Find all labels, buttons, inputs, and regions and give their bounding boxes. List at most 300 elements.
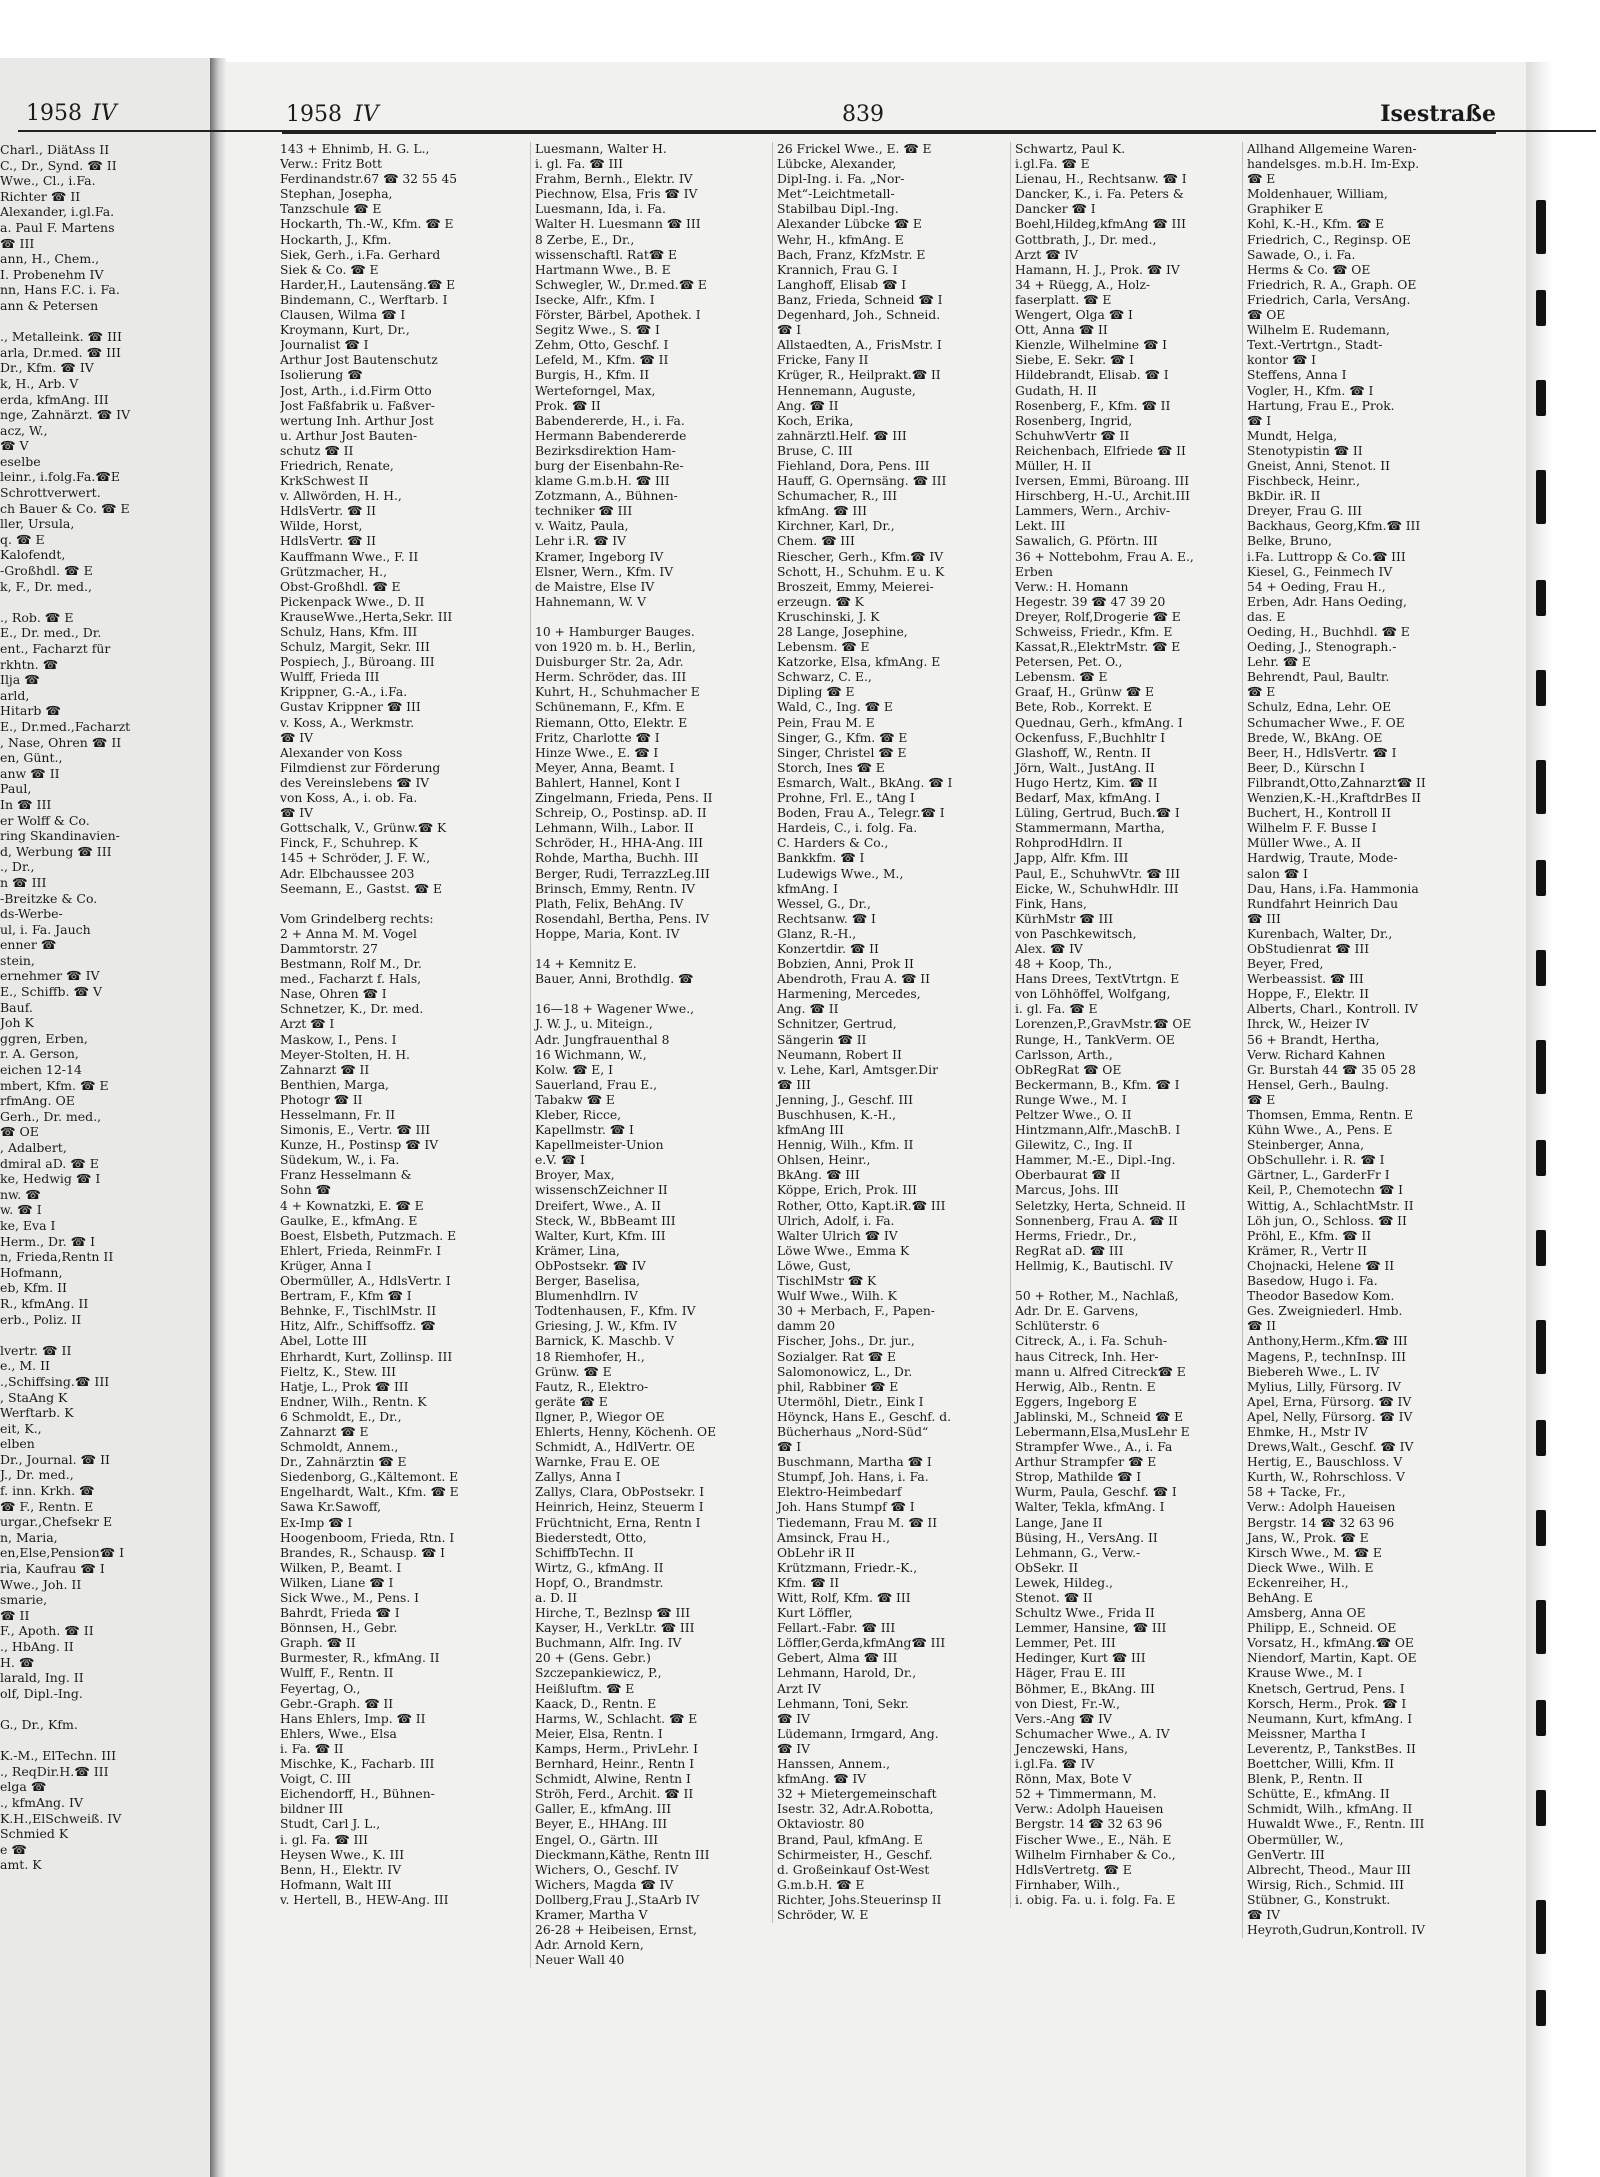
directory-entry-line: Schmoldt, Annem., [280,1440,399,1455]
directory-entry-line: Obermüller, W., [1247,1832,1344,1847]
directory-entry-line: Adr. Elbchaussee 203 [280,866,415,881]
directory-entry-line: Piechnow, Elsa, Fris ☎ IV [535,187,698,202]
directory-entry-line: Lewek, Hildeg., [1015,1575,1113,1590]
directory-entry-line: Franz Hesselmann & [280,1168,412,1183]
thumb-index-mark [1536,1420,1546,1456]
directory-entry-line: Japp, Alfr. Kfm. III [1015,851,1129,866]
left-page-line: ☎ OE [0,1124,39,1140]
directory-entry-line: Broszeit, Emmy, Meierei- [777,579,934,594]
left-page-line: K.-M., ElTechn. III [0,1748,117,1764]
directory-entry-line: Vorsatz, H., kfmAng.☎ OE [1247,1636,1414,1651]
directory-entry-line: SchiffbTechn. II [535,1545,634,1560]
directory-entry-line: Rundfahrt Heinrich Dau [1247,896,1398,911]
directory-entry-line: 16—18 + Wagener Wwe., [535,1002,695,1017]
directory-entry-line: Lebensm. ☎ E [777,640,870,655]
directory-entry-line: Petersen, Pet. O., [1015,655,1123,670]
directory-entry-line: Gebr.-Graph. ☎ II [280,1696,394,1711]
directory-entry-line: Bauer, Anni, Brothdlg. ☎ [535,972,694,987]
directory-entry-line: Bertram, F., Kfm ☎ I [280,1289,412,1304]
directory-entry-line: von Löhhöffel, Wolfgang, [1015,987,1171,1002]
directory-entry-line: 34 + Rüegg, A., Holz- [1015,277,1151,292]
directory-entry-line: 6 Schmoldt, E., Dr., [280,1409,402,1424]
directory-entry-line: Boest, Elsbeth, Putzmach. E [280,1228,457,1243]
left-page-line: anw ☎ II [0,765,60,781]
directory-entry-line: Lehmann, Harold, Dr., [777,1666,917,1681]
directory-entry-line: Firnhaber, Wilh., [1015,1877,1121,1892]
directory-entry-line: Segitz Wwe., S. ☎ I [535,323,660,338]
directory-entry-line: Krämer, Lina, [535,1243,620,1258]
directory-entry-line: Luesmann, Walter H. [535,142,667,156]
directory-entry-line: Ehlerts, Henny, Köchenh. OE [535,1424,717,1439]
directory-entry-line: Steffens, Anna I [1247,368,1347,383]
thumb-index-mark [1536,670,1546,706]
directory-entry-line: ☎ I [1247,413,1272,428]
left-page-line: Joh K [0,1015,34,1031]
directory-entry-line: Steinberger, Anna, [1247,1138,1364,1153]
left-page-line: rkhtn. ☎ [0,656,59,672]
directory-entry-line: Kapellmeister-Union [535,1138,664,1153]
directory-entry-line: Ott, Anna ☎ II [1015,323,1108,338]
directory-entry-line: Hoppe, Maria, Kont. IV [535,926,680,941]
left-page-line: ☎ III [0,235,35,251]
directory-entry-line: Bruse, C. III [777,443,853,458]
directory-entry-line: KürhMstr ☎ III [1015,911,1114,926]
left-page-line: ., Dr., [0,859,35,875]
directory-entry-line: 2 + Anna M. M. Vogel [280,926,417,941]
directory-entry-line: Schweiss, Friedr., Kfm. E [1015,625,1173,639]
directory-entry-line: ☎ IV [1247,1907,1280,1922]
directory-entry-line: Carlsson, Arth., [1015,1047,1113,1062]
directory-entry-line: Adr. Jungfrauenthal 8 [535,1032,670,1047]
directory-entry-line: HdlsVertr. ☎ II [280,504,376,519]
directory-entry-line: Bergstr. 14 ☎ 32 63 96 [1015,1817,1163,1832]
directory-entry-line: Kurth, W., Rohrschloss. V [1247,1470,1405,1485]
directory-entry-line: Ang. ☎ II [777,398,839,413]
directory-entry-line: Schumacher, R., III [777,489,898,504]
directory-entry-line: Ferdinandstr.67 ☎ 32 55 45 [280,172,458,187]
directory-entry-line: zahnärztl.Helf. ☎ III [777,428,907,443]
left-page-line: Dr., Journal. ☎ II [0,1451,110,1467]
directory-entry-line: Harmening, Mercedes, [777,987,921,1002]
left-page-line: , Adalbert, [0,1140,67,1155]
directory-entry-line: v. Hertell, B., HEW-Ang. III [280,1892,449,1907]
directory-entry-line: schutz ☎ II [280,443,354,458]
left-page-line: ☎ F., Rentn. E [0,1498,94,1514]
directory-entry-line: Schumacher Wwe., A. IV [1015,1726,1170,1741]
left-page-line: -Breitzke & Co. [0,890,98,906]
left-page-line: eichen 12-14 [0,1062,82,1078]
directory-entry-line: Broyer, Max, [535,1168,615,1183]
directory-entry-line: Schultz Wwe., Frida II [1015,1606,1155,1621]
directory-entry-line: Berger, Rudi, TerrazzLeg.III [535,866,710,881]
directory-entry-line: Heinrich, Heinz, Steuerm I [535,1500,704,1515]
directory-entry-line: BkAng. ☎ III [777,1168,860,1183]
directory-entry-line: Kaack, D., Rentn. E [535,1696,657,1711]
directory-entry-line: ☎ E [1247,1092,1276,1107]
left-page-line: ring Skandinavien- [0,828,120,844]
directory-entry-line: Lehr. ☎ E [1247,655,1311,670]
left-page-line: larald, Ing. II [0,1670,84,1686]
directory-entry-line: Arzt ☎ I [280,1017,335,1032]
directory-entry-line: Stabilbau Dipl.-Ing. [777,202,899,217]
directory-entry-line: Eicke, W., SchuhwHdlr. III [1015,881,1179,896]
directory-entry-line: Schröder, H., HHA-Ang. III [535,836,704,851]
directory-entry-line: Rother, Otto, Kapt.iR.☎ III [777,1198,946,1213]
directory-entry-line: Krüger, R., Heilprakt.☎ II [777,368,941,383]
directory-entry-line: Oktaviostr. 80 [777,1817,865,1832]
directory-entry-line: Dr., Zahnärztin ☎ E [280,1455,407,1470]
directory-entry-line: a. D. II [535,1591,578,1605]
directory-entry-line: Salomonowicz, L., Dr. [777,1364,913,1379]
directory-entry-line: Kirsch Wwe., M. ☎ E [1247,1545,1382,1560]
directory-entry-line: Schmidt, A., HdlVertr. OE [535,1440,695,1455]
directory-entry-line: Szczepankiewicz, P., [535,1666,662,1681]
directory-entry-line: Burgis, H., Kfm. II [535,368,650,383]
directory-entry-line: Hedinger, Kurt ☎ III [1015,1651,1146,1666]
directory-entry-line: Steck, W., BbBeamt III [535,1213,676,1228]
left-page-line: e ☎ [0,1841,27,1857]
left-page-line: C., Dr., Synd. ☎ II [0,157,117,173]
directory-entry-line: Hopf, O., Brandmstr. [535,1575,664,1590]
left-page-line: ds-Werbe- [0,906,63,922]
directory-entry-line: Berger, Baselisa, [535,1274,641,1289]
directory-entry-line: Albrecht, Theod., Maur III [1247,1862,1412,1877]
directory-entry-line: Benthien, Marga, [280,1077,389,1092]
left-page-line: enner ☎ [0,937,57,953]
left-page-line: Werftarb. K [0,1405,74,1421]
left-page-line: rfmAng. OE [0,1093,75,1109]
left-page-line: ria, Kaufrau ☎ I [0,1561,105,1577]
directory-entry-line: Fiehland, Dora, Pens. III [777,458,930,473]
directory-entry-line: i. Fa. ☎ II [280,1741,344,1756]
left-page-line: olf, Dipl.-Ing. [0,1685,83,1701]
directory-entry-line: Verw.: Fritz Bott [280,157,382,172]
directory-entry-line: Hensel, Gerh., Baulng. [1247,1077,1389,1092]
directory-entry-line: Brandes, R., Schausp. ☎ I [280,1545,445,1560]
left-page-line: nge, Zahnärzt. ☎ IV [0,407,131,423]
directory-entry-line: Kohl, K.-H., Kfm. ☎ E [1247,217,1385,232]
directory-entry-line: Gneist, Anni, Stenot. II [1247,458,1390,473]
directory-entry-line: Rohde, Martha, Buchh. III [535,851,699,866]
directory-entry-line: Ex-Imp ☎ I [280,1515,353,1530]
directory-entry-line: Burmester, R., kfmAng. II [280,1651,440,1666]
directory-entry-line: kfmAng. I [777,881,839,896]
directory-entry-line: Schütte, E., kfmAng. II [1247,1787,1390,1802]
directory-entry-line: Walter H. Luesmann ☎ III [535,217,701,232]
directory-entry-line: Bindemann, C., Werftarb. I [280,292,448,307]
directory-entry-line: Maskow, I., Pens. I [280,1032,397,1047]
directory-entry-line: Wulf Wwe., Wilh. K [777,1289,897,1304]
directory-entry-line: Ockenfuss, F.,Buchhltr I [1015,730,1166,745]
directory-entry-line: haus Citreck, Inh. Her- [1015,1349,1159,1364]
directory-entry-line: Biederstedt, Otto, [535,1530,647,1545]
directory-entry-line: 16 Wichmann, W., [535,1047,647,1062]
directory-entry-line: kfmAng III [777,1123,844,1138]
left-page-line: Richter ☎ II [0,188,81,204]
directory-entry-line: Boden, Frau A., Telegr.☎ I [777,806,945,821]
directory-entry-line: Mylius, Lilly, Fürsorg. IV [1247,1379,1401,1394]
directory-entry-line: Schmidt, Wilh., kfmAng. II [1247,1802,1413,1817]
directory-entry-line: Clausen, Wilma ☎ I [280,308,406,323]
left-page-line: Wwe., Cl., i.Fa. [0,173,96,189]
directory-entry-line: phil, Rabbiner ☎ E [777,1379,899,1394]
directory-entry-line: Fricke, Fany II [777,353,869,368]
directory-entry-line: Jenning, J., Geschf. III [777,1092,914,1107]
directory-entry-line: KrauseWwe.,Herta,Sekr. III [280,609,453,624]
directory-entry-line: Sauerland, Frau E., [535,1077,658,1092]
directory-entry-line: erzeugn. ☎ K [777,594,864,609]
directory-entry-line: Wengert, Olga ☎ I [1015,308,1133,323]
directory-entry-line: i.Fa. Luttropp & Co.☎ III [1247,549,1406,564]
left-page-line [0,1733,206,1749]
directory-entry-line: Luesmann, Ida, i. Fa. [535,202,666,217]
directory-entry-line: Krause Wwe., M. I [1247,1666,1363,1681]
directory-entry-line: Riescher, Gerh., Kfm.☎ IV [777,549,944,564]
directory-entry-line: Gaulke, E., kfmAng. E [280,1213,418,1228]
directory-entry-line: Wilhelm Firnhaber & Co., [1015,1847,1176,1862]
directory-entry-line: Wenzien,K.-H.,KraftdrBes II [1247,791,1422,806]
directory-entry-line: Gottschalk, V., Grünw.☎ K [280,821,447,836]
directory-entry-line: salon ☎ I [1247,866,1308,881]
directory-entry-line: Iversen, Emmi, Büroang. III [1015,474,1190,489]
directory-entry-line: ☎ I [777,323,802,338]
directory-entry-line: Lüling, Gertrud, Buch.☎ I [1015,806,1180,821]
directory-entry-line: Benn, H., Elektr. IV [280,1862,402,1877]
directory-entry-line: Sohn ☎ [280,1183,331,1198]
directory-entry-line: Schnetzer, K., Dr. med. [280,1002,424,1017]
directory-entry-line: handelsges. m.b.H. Im-Exp. [1247,157,1420,172]
directory-entry-line: Arzt ☎ IV [1015,247,1079,262]
left-page-line: E., Dr.med.,Facharzt [0,718,131,734]
directory-entry-line: Schulz, Edna, Lehr. OE [1247,700,1392,715]
left-page-line: n ☎ III [0,874,47,890]
directory-entry-line: Kramer, Ingeborg IV [535,549,664,564]
directory-entry-line: Sawa Kr.Sawoff, [280,1500,382,1515]
directory-entry-line: Basedow, Hugo i. Fa. [1247,1274,1378,1289]
directory-entry-line: Bernhard, Heinr., Rentn I [535,1757,695,1772]
left-page-line: k, H., Arb. V [0,375,79,391]
directory-entry-line: Rechtsanw. ☎ I [777,911,876,926]
directory-entry-line: Bedarf, Max, kfmAng. I [1015,791,1161,806]
directory-entry-line: Wilken, Liane ☎ I [280,1575,394,1590]
directory-entry-line: Oeding, H., Buchhdl. ☎ E [1247,625,1410,639]
directory-entry-line: Hofmann, Walt III [280,1877,392,1892]
directory-entry-line: Buchmann, Alfr. Ing. IV [535,1636,682,1651]
directory-entry-line: Runge Wwe., M. I [1015,1092,1127,1107]
directory-entry-line: Schwegler, W., Dr.med.☎ E [535,277,707,292]
left-page-line: E., Schiffb. ☎ V [0,984,103,1000]
directory-entry-line: Huwaldt Wwe., F., Rentn. III [1247,1817,1425,1832]
directory-entry-line: Gottbrath, J., Dr. med., [1015,232,1157,247]
directory-entry-line: Lienau, H., Rechtsanw. ☎ I [1015,172,1187,187]
directory-entry-line: ☎ II [1247,1319,1276,1334]
directory-entry-line: Siedenborg, G.,Kältemont. E [280,1470,459,1485]
directory-entry-line: Obermüller, A., HdlsVertr. I [280,1274,451,1289]
directory-entry-line: Eggers, Ingeborg E [1015,1394,1137,1409]
directory-entry-line: Chem. ☎ III [777,534,855,549]
directory-entry-line: Gilewitz, C., Ing. II [1015,1138,1133,1153]
directory-entry-line: Leverentz, P., TankstBes. II [1247,1741,1416,1756]
directory-entry-line: Walter Ulrich ☎ IV [777,1228,898,1243]
directory-entry-line: Lehmann, Toni, Sekr. [777,1696,909,1711]
directory-entry-line: Graph. ☎ II [280,1636,356,1651]
directory-entry-line: ☎ I [777,1440,802,1455]
left-page-line: erb., Poliz. II [0,1311,82,1327]
directory-entry-line: Filmdienst zur Förderung [280,760,441,775]
directory-entry-line: Wirsig, Rich., Schmid. III [1247,1877,1404,1892]
directory-entry-line: Philipp, E., Schneid. OE [1247,1621,1397,1636]
left-page-line: G., Dr., Kfm. [0,1716,78,1732]
directory-entry-line: Schulz, Hans, Kfm. III [280,625,418,639]
directory-entry-line: Bezirksdirektion Ham- [535,443,676,458]
left-page-line: ke, Hedwig ☎ I [0,1171,101,1187]
directory-entry-line: Amsinck, Frau H., [777,1530,890,1545]
directory-entry-line: mann u. Alfred Citreck☎ E [1015,1364,1186,1379]
directory-entry-line: Dreyer, Rolf,Drogerie ☎ E [1015,609,1181,624]
directory-entry-line: Meissner, Martha I [1247,1726,1366,1741]
directory-entry-line: Meier, Elsa, Rentn. I [535,1726,663,1741]
directory-entry-line: v. Lehe, Karl, Amtsger.Dir [777,1062,938,1077]
directory-entry-line: Ihrck, W., Heizer IV [1247,1017,1370,1032]
left-page-line: ke, Eva I [0,1217,56,1233]
directory-entry-line: Lehmann, Wilh., Labor. II [535,821,694,836]
directory-entry-line: Behrendt, Paul, Baultr. [1247,670,1390,685]
directory-entry-line: Jans, W., Prok. ☎ E [1247,1530,1369,1545]
directory-entry-line: Pospiech, J., Büroang. III [280,655,435,670]
directory-entry-line: Lefeld, M., Kfm. ☎ II [535,353,669,368]
directory-entry-line: Journalist ☎ I [280,338,369,353]
directory-entry-line: Riemann, Otto, Elektr. E [535,715,688,730]
directory-entry-line: RegRat aD. ☎ III [1015,1243,1124,1258]
directory-entry-line: Brede, W., BkAng. OE [1247,730,1383,745]
left-page-line: nw. ☎ [0,1186,41,1202]
directory-entry-line: Ehlers, Wwe., Elsa [280,1726,397,1741]
thumb-index-mark [1536,1230,1546,1266]
directory-entry-line: wertung Inh. Arthur Jost [280,413,434,428]
directory-entry-line: Wald, C., Ing. ☎ E [777,700,893,715]
directory-entry-line: Brand, Paul, kfmAng. E [777,1832,923,1847]
directory-entry-line: Blumenhdlrn. IV [535,1289,638,1304]
directory-entry-line: geräte ☎ E [535,1394,608,1409]
directory-entry-line: 143 + Ehnimb, H. G. L., [280,142,430,156]
directory-entry-line: Drews,Walt., Geschf. ☎ IV [1247,1440,1414,1455]
directory-entry-line: Verw.: Adolph Haueisen [1247,1500,1396,1515]
left-page-line: Gerh., Dr. med., [0,1108,102,1124]
directory-entry-line: Oberbaurat ☎ II [1015,1168,1121,1183]
directory-entry-line: Hesselmann, Fr. II [280,1108,396,1122]
directory-entry-line: Plath, Felix, BehAng. IV [535,896,684,911]
left-page-line: I. Probenehm IV [0,266,104,282]
directory-entry-line: damm 20 [777,1319,836,1334]
thumb-index-mark [1536,860,1546,896]
directory-entry-line: Apel, Erna, Fürsorg. ☎ IV [1247,1394,1412,1409]
directory-entry-line: Meyer, Anna, Beamt. I [535,760,675,775]
left-page-line: .,Schiffsing.☎ III [0,1373,110,1389]
directory-entry-line: Strampfer Wwe., A., i. Fa [1015,1440,1173,1455]
left-page-line: f. inn. Krkh. ☎ [0,1483,95,1499]
directory-entry-line: Hanssen, Annem., [777,1757,891,1772]
directory-entry-line: TischlMstr ☎ K [777,1274,877,1289]
left-page-line: , Nase, Ohren ☎ II [0,734,122,750]
left-page-line: Hofmann, [0,1264,63,1280]
left-page-line: J., Dr. med., [0,1467,74,1483]
directory-entry-line: Ilgner, P., Wiegor OE [535,1409,665,1424]
directory-entry-line: Löwe Wwe., Emma K [777,1243,910,1258]
left-page-line: leinr., i.folg.Fa.☎E [0,469,121,485]
directory-entry-line: med., Facharzt f. Hals, [280,972,422,987]
directory-entry-line [280,897,520,912]
directory-entry-line: Met“-Leichtmetall- [777,187,895,202]
directory-entry-line: von 1920 m. b. H., Berlin, [535,640,696,655]
directory-entry-line: KrkSchwest II [280,474,369,489]
left-page-line: nn, Hans F.C. i. Fa. [0,282,120,298]
thumb-index-mark [1536,1040,1546,1094]
directory-entry-line: Adr. Dr. E. Garvens, [1015,1304,1139,1319]
directory-entry-line: Krämer, R., Vertr II [1247,1243,1368,1258]
directory-entry-line: Heysen Wwe., K. III [280,1847,405,1862]
directory-entry-line: i. gl. Fa. ☎ III [280,1832,369,1847]
directory-entry-line: Engelhardt, Walt., Kfm. ☎ E [280,1485,459,1500]
directory-entry-line: ☎ III [1247,911,1281,926]
directory-entry-line: Walter, Tekla, kfmAng. I [1015,1500,1165,1515]
left-page-line: eselbe [0,453,41,469]
directory-entry-line: Hitz, Alfr., Schiffsoffz. ☎ [280,1319,436,1334]
directory-entry-line: Isecke, Alfr., Kfm. I [535,292,655,307]
directory-entry-line: burg der Eisenbahn-Re- [535,458,684,473]
directory-entry-line [535,987,771,1002]
directory-entry-line: Hildebrandt, Elisab. ☎ I [1015,368,1169,383]
directory-entry-line: Alexander Lübcke ☎ E [777,217,922,232]
directory-entry-line: Heyroth,Gudrun,Kontroll. IV [1247,1923,1426,1938]
directory-entry-line: Schwartz, Paul K. [1015,142,1126,156]
directory-entry-line: Schröder, W. E [777,1907,869,1922]
directory-entry-line: Magens, P., technInsp. III [1247,1349,1406,1364]
directory-entry-line: Ang. ☎ II [777,1002,839,1017]
directory-entry-line: Zahnarzt ☎ E [280,1424,369,1439]
directory-entry-line: Utermöhl, Dietr., Eink I [777,1394,924,1409]
directory-entry-line: Jörn, Walt., JustAng. II [1015,760,1155,775]
left-page-line: Schrottverwert. [0,485,101,501]
directory-entry-line: Rosenberg, Ingrid, [1015,413,1133,428]
directory-entry-line: Bete, Rob., Korrekt. E [1015,700,1153,715]
directory-entry-line: Herms, Friedr., Dr., [1015,1228,1137,1243]
directory-entry-line: Obst-Großhdl. ☎ E [280,579,401,594]
directory-entry-line: Wichers, Magda ☎ IV [535,1877,674,1892]
directory-entry-line: Storch, Ines ☎ E [777,760,885,775]
directory-entry-line: Hauff, G. Opernsäng. ☎ III [777,474,947,489]
directory-entry-line: Fautz, R., Elektro- [535,1379,649,1394]
left-page-column [0,142,206,1873]
directory-entry-line: 50 + Rother, M., Nachlaß, [1015,1289,1179,1304]
directory-entry-line: Dreyer, Frau G. III [1247,504,1362,519]
directory-entry-line: Thomsen, Emma, Rentn. E [1247,1108,1414,1122]
directory-entry-line: Beer, H., HdlsVertr. ☎ I [1247,745,1397,760]
directory-entry-line: Schott, H., Schuhm. E u. K [777,564,945,579]
directory-entry-line: Schlüterstr. 6 [1015,1319,1100,1334]
directory-entry-line: Krannich, Frau G. I [777,262,898,277]
directory-entry-line: Wichers, O., Geschf. IV [535,1862,679,1877]
directory-entry-line: Dreifert, Wwe., A. II [535,1198,661,1213]
directory-entry-line: v. Allwörden, H. H., [280,489,402,504]
directory-entry-line: Graaf, H., Grünw ☎ E [1015,685,1154,700]
thumb-index-mark [1536,950,1546,986]
directory-entry-line: d. Großeinkauf Ost-West [777,1862,930,1877]
directory-entry-line: Sängerin ☎ II [777,1032,867,1047]
directory-entry-line: Ges. Zweigniederl. Hmb. [1247,1304,1403,1319]
directory-entry-line: Rosenberg, F., Kfm. ☎ II [1015,398,1171,413]
directory-entry-line: Duisburger Str. 2a, Adr. [535,655,684,670]
directory-entry-line: Dau, Hans, i.Fa. Hammonia [1247,881,1419,896]
